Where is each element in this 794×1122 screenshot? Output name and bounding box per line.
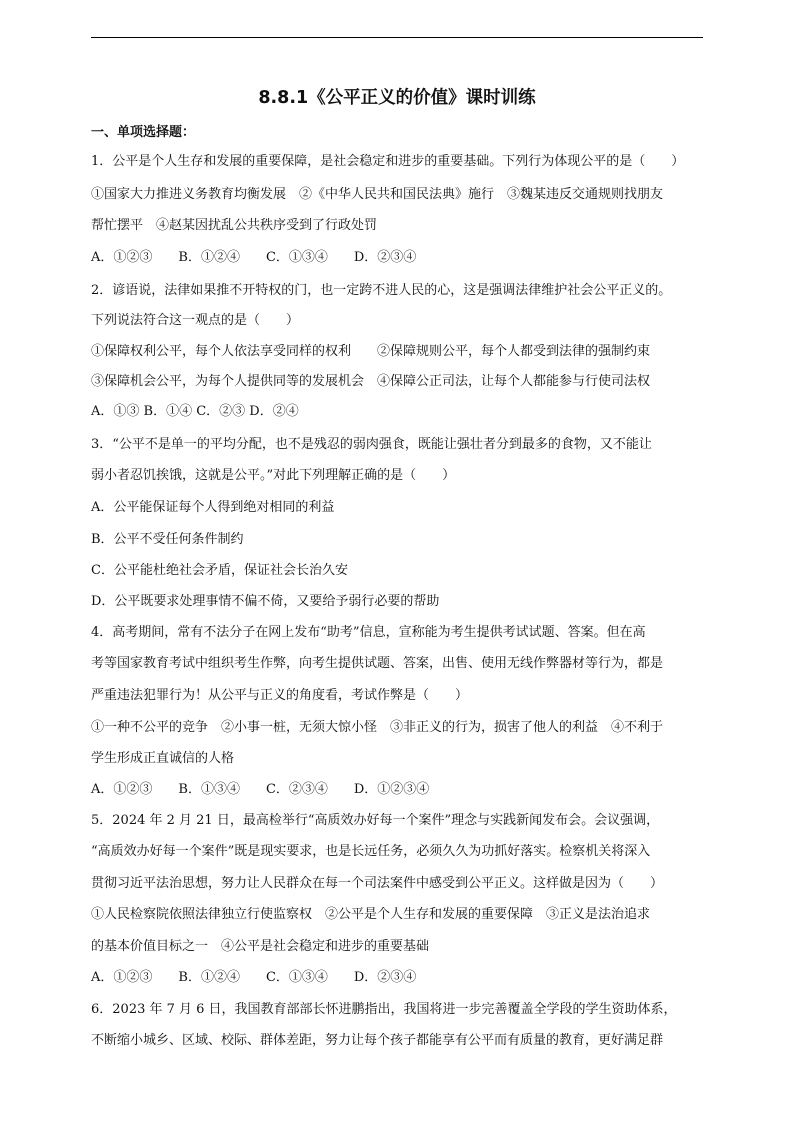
- q2-stem-cont: 下列说法符合这一观点的是（ ）: [91, 313, 300, 328]
- q5-statements: ①人民检察院依照法律独立行使监察权 ②公平是个人生存和发展的重要保障 ③正义是法治追求: [91, 907, 651, 922]
- q3-stem-cont: 弱小者忍饥挨饿，这就是公平。”对此下列理解正确的是（ ）: [91, 468, 456, 483]
- q1-options: A．①②③ B．①②④ C．①③④ D．②③④: [91, 250, 417, 265]
- q3-option-d: D．公平既要求处理事情不偏不倚，又要给予弱行必要的帮助: [91, 594, 440, 609]
- section-heading: 一、单项选择题：: [91, 125, 196, 140]
- q4-stem: 4．高考期间，常有不法分子在网上发布“助考”信息，宣称能为考生提供考试试题、答案。但在高: [91, 625, 646, 640]
- q6-stem-cont: 不断缩小城乡、区域、校际、群体差距，努力让每个孩子都能享有公平而有质量的教育，更好满足群: [91, 1033, 664, 1048]
- document-title: 8.8.1《公平正义的价值》课时训练: [258, 88, 536, 108]
- q5-statements-cont: 的基本价值目标之一 ④公平是社会稳定和进步的重要基础: [91, 939, 430, 954]
- q2-options: A．①③ B．①④ C．②③ D．②④: [91, 404, 299, 419]
- q2-statements-cont: ③保障机会公平，为每个人提供同等的发展机会 ④保障公正司法，让每个人都能参与行使司法权: [91, 374, 651, 389]
- q4-statements-cont: 学生形成正直诚信的人格: [91, 751, 235, 766]
- q4-statements: ①一种不公平的竞争 ②小事一桩，无须大惊小怪 ③非正义的行为，损害了他人的利益 ④不利于: [91, 720, 664, 735]
- header-rule: [91, 37, 703, 38]
- q5-options: A．①②③ B．①②④ C．①③④ D．②③④: [91, 970, 417, 985]
- q1-statements-cont: 帮忙摆平 ④赵某因扰乱公共秩序受到了行政处罚: [91, 218, 378, 233]
- q5-stem-cont: “高质效办好每一个案件”既是现实要求，也是长远任务，必须久久为功抓好落实。检察机关将深入: [91, 844, 651, 859]
- q3-option-c: C．公平能杜绝社会矛盾，保证社会长治久安: [91, 563, 348, 578]
- q1-statements: ①国家大力推进义务教育均衡发展 ②《中华人民共和国民法典》施行 ③魏某违反交通规则找朋友: [91, 187, 664, 202]
- q3-option-a: A．公平能保证每个人得到绝对相同的利益: [91, 500, 335, 515]
- q1-stem: 1．公平是个人生存和发展的重要保障，是社会稳定和进步的重要基础。下列行为体现公平的是（ ）: [91, 154, 685, 169]
- q3-option-b: B．公平不受任何条件制约: [91, 532, 244, 547]
- q4-stem-cont: 考等国家教育考试中组织考生作弊，向考生提供试题、答案，出售、使用无线作弊器材等行为，都是: [91, 656, 664, 671]
- q4-stem-end: 严重违法犯罪行为！从公平与正义的角度看，考试作弊是（ ）: [91, 688, 469, 703]
- q2-stem: 2．谚语说，法律如果推不开特权的门，也一定跨不进人民的心，这是强调法律维护社会公平正义的。: [91, 283, 672, 298]
- q5-stem-end: 贯彻习近平法治思想，努力让人民群众在每一个司法案件中感受到公平正义。这样做是因为（ ）: [91, 876, 664, 891]
- q3-stem: 3．“公平不是单一的平均分配，也不是残忍的弱肉强食，既能让强壮者分到最多的食物，又不能让: [91, 437, 652, 452]
- q4-options: A．①②③ B．①③④ C．②③④ D．①②③④: [91, 782, 430, 797]
- q2-statements: ①保障权利公平，每个人依法享受同样的权利 ②保障规则公平，每个人都受到法律的强制约束: [91, 344, 651, 359]
- q6-stem: 6．2023 年 7 月 6 日，我国教育部部长怀进鹏指出，我国将进一步完善覆盖全学段的学生资助体系，: [91, 1002, 677, 1017]
- q5-stem: 5．2024 年 2 月 21 日，最高检举行“高质效办好每一个案件”理念与实践新闻发布会。会议强调，: [91, 813, 660, 828]
